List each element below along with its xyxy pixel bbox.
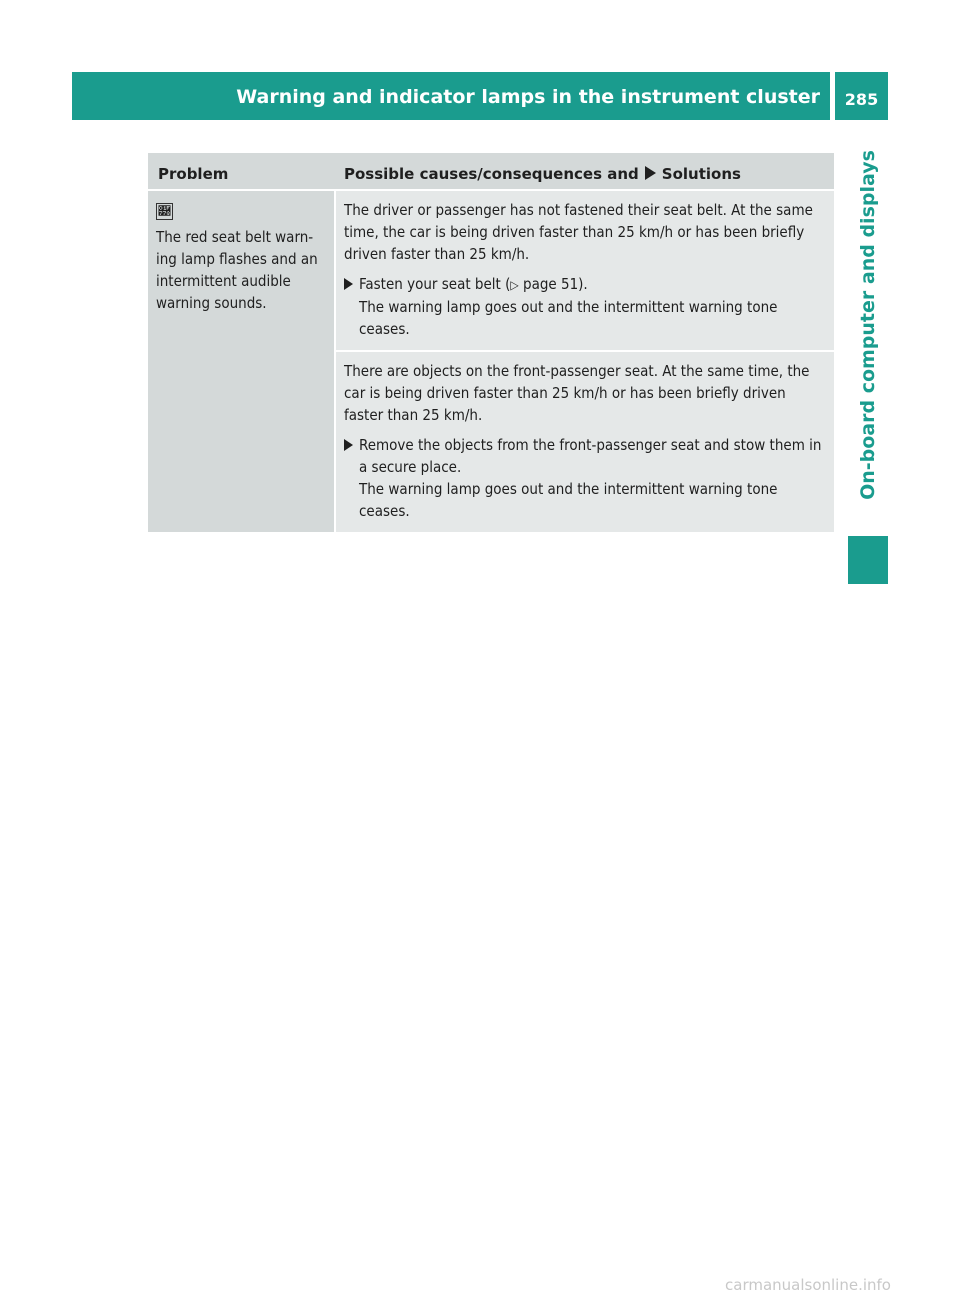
header-solutions-suffix: Solutions [661,165,741,183]
solution-cell [336,191,834,350]
action-arrow-icon [344,278,353,290]
instruction-text: Remove the objects from the front-passenger seat and stow them in a secure place. [359,436,822,476]
section-marker [848,536,888,584]
header-problem: Problem [158,165,229,183]
instruction [344,434,826,522]
solutions-column [336,191,834,532]
header-solutions [336,153,834,189]
instruction-body [359,434,826,522]
arrow-icon [645,166,656,180]
problem-text: The red seat belt warn-ing lamp flashes and an intermittent audible warning sounds. [156,228,318,312]
result-text: The warning lamp goes out and the intermittent warning tone ceases. [359,298,778,338]
problem-solution-table [148,153,834,532]
page-reference-icon: ▷ [510,278,519,292]
page-reference[interactable]: page 51). [523,275,588,293]
instruction-body [359,273,826,340]
cause-text: There are objects on the front-passenger seat. At the same time, the car is being driven faster than 25 km/h or has been briefly driven faster than 25 km/h. [344,362,810,424]
seat-belt-icon: 🝸 [156,203,173,220]
instruction [344,273,826,340]
action-arrow-icon [344,439,353,451]
solution-cell [336,352,834,532]
instruction-text [359,273,826,296]
cause-text: The driver or passenger has not fastened their seat belt. At the same time, the car is being driven faster than 25 km/h or has been briefly driven faster than 25 km/h. [344,201,813,263]
instruction-text-pre: Fasten your seat belt ( [359,275,511,293]
section-tab [848,120,888,530]
problem-cell [148,191,334,532]
page-title: Warning and indicator lamps in the instrument cluster [236,86,820,108]
watermark: carmanualsonline.info [725,1276,891,1294]
header-solutions-prefix: Possible causes/consequences and [344,165,639,183]
section-tab-label: On-board computer and displays [857,150,880,500]
table-header [148,153,834,189]
result-text: The warning lamp goes out and the intermittent warning tone ceases. [359,480,778,520]
page-number: 285 [844,90,879,109]
table-body [148,191,834,532]
